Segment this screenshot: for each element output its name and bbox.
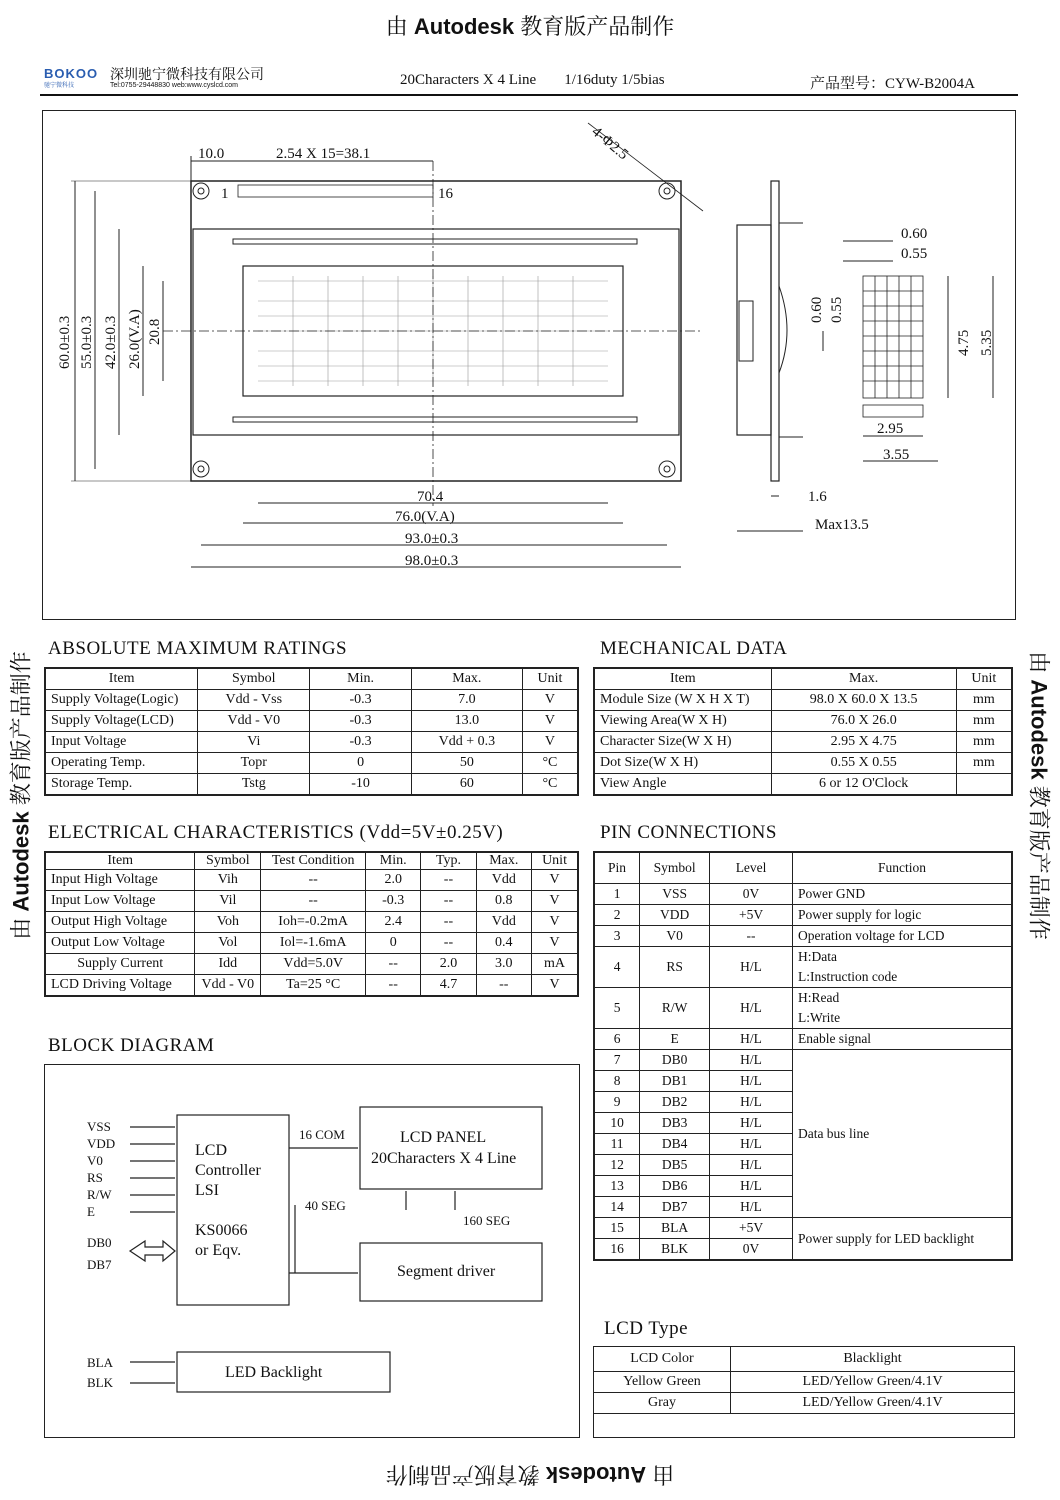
cell: -0.3 [310,732,412,753]
pin-symbol: V0 [640,926,710,947]
table-row [594,1050,1012,1071]
pin-level: H/L [710,1155,793,1176]
pins-header: Level [710,852,793,884]
mechanical-drawing [42,110,1016,620]
cell: Output High Voltage [45,912,195,933]
cell: V [522,690,578,711]
cell: Vi [198,732,310,753]
cell: -- [476,975,531,997]
cell: 0.4 [476,933,531,954]
pin-level: H/L [710,1050,793,1071]
cell: 7.0 [411,690,522,711]
dim-55: 55.0±0.3 [79,315,95,369]
pin-function-backlight: Power supply for LED backlight [792,1218,1012,1261]
pin-symbol: R/W [640,988,710,1029]
cell: mm [956,732,1012,753]
cell: -0.3 [366,891,421,912]
block-input-db0: DB0 [87,1235,112,1250]
cell: 13.0 [411,711,522,732]
block-seg40-label: 40 SEG [305,1198,346,1213]
abs-max-header: Max. [411,668,522,690]
cell: -- [421,912,476,933]
pin-function: H:Read L:Write [792,988,1012,1029]
cell: °C [522,753,578,774]
table-row [45,732,578,753]
lcd-type-table [594,1347,1014,1414]
dim-pitch: 2.54 X 15=38.1 [276,146,371,162]
mech-header: Max. [771,668,956,690]
block-diagram [44,1064,580,1438]
cell: 4.7 [421,975,476,997]
cell: Module Size (W X H X T) [594,690,771,711]
pin-number: 3 [594,926,640,947]
cell: Tstg [198,774,310,796]
cell: Idd [195,954,261,975]
pin-level: H/L [710,988,793,1029]
pin-symbol: DB0 [640,1050,710,1071]
pin-function: Operation voltage for LCD [792,926,1012,947]
cell: 6 or 12 O'Clock [771,774,956,796]
pin-symbol: DB4 [640,1134,710,1155]
table-row [594,732,1012,753]
dim-3-55: 3.55 [883,447,910,463]
table-row [594,753,1012,774]
dim-76: 76.0(V.A) [395,509,455,525]
cell: 76.0 X 26.0 [771,711,956,732]
cell: Vil [195,891,261,912]
block-svg [45,1065,579,1437]
cell: Vdd - V0 [195,975,261,997]
cell: Dot Size(W X H) [594,753,771,774]
pin-level: 0V [710,884,793,905]
dim-5-35: 5.35 [979,329,995,356]
table-row [594,774,1012,796]
cell: Vdd [476,870,531,891]
lcd-type-header: Blacklight [731,1347,1015,1372]
lcd-type-box [593,1346,1015,1438]
table-row [594,1372,1014,1393]
pin-symbol: DB3 [640,1113,710,1134]
cell: Vdd + 0.3 [411,732,522,753]
block-input-rw: R/W [87,1187,112,1202]
pin-symbol: DB6 [640,1176,710,1197]
cell: -0.3 [310,690,412,711]
dim-93: 93.0±0.3 [405,531,459,547]
cell: Storage Temp. [45,774,198,796]
block-input-vss: VSS [87,1119,111,1134]
pin-symbol: DB5 [640,1155,710,1176]
pin-symbol: VSS [640,884,710,905]
cell: Supply Voltage(LCD) [45,711,198,732]
cell: 0 [310,753,412,774]
cell: Character Size(W X H) [594,732,771,753]
pin-level: +5V [710,1218,793,1239]
cell [956,774,1012,796]
controller-line-6: or Eqv. [195,1242,242,1259]
dim-60: 60.0±0.3 [57,315,73,369]
table-row [45,891,578,912]
dim-20-8: 20.8 [147,318,163,345]
cell: View Angle [594,774,771,796]
pin-level: H/L [710,947,793,988]
abs-max-header: Item [45,668,198,690]
cell: Iol=-1.6mA [261,933,366,954]
elec-header: Unit [532,852,578,870]
spec-summary [400,72,693,89]
table-row [45,690,578,711]
cell: mm [956,690,1012,711]
pins-header: Symbol [640,852,710,884]
mech-table [593,667,1013,796]
table-row [594,988,1012,1029]
pin-symbol: DB1 [640,1071,710,1092]
cell: Supply Voltage(Logic) [45,690,198,711]
pin-number: 16 [594,1239,640,1261]
cell: Voh [195,912,261,933]
dim-0-60-h: 0.60 [901,226,928,242]
company-name: 深圳驰宁微科技有限公司 [110,67,264,83]
lcd-type-header: LCD Color [594,1347,731,1372]
pin-function: Power GND [792,884,1012,905]
table-row [594,947,1012,988]
cell: mm [956,753,1012,774]
header-divider [40,94,1018,96]
cell: -- [421,870,476,891]
drawing-svg [43,111,1015,619]
cell: V [532,975,578,997]
panel-line-2: 20Characters X 4 Line [371,1150,517,1167]
table-row [45,774,578,796]
table-row [45,975,578,997]
pin-number: 6 [594,1029,640,1050]
cell: 2.95 X 4.75 [771,732,956,753]
dim-holes: 4-Φ2.5 [588,123,632,164]
cell: V [522,711,578,732]
elec-header: Symbol [195,852,261,870]
cell: V [532,870,578,891]
elec-header: Min. [366,852,421,870]
table-row [594,884,1012,905]
pin-number: 1 [594,884,640,905]
cell: Vdd - V0 [198,711,310,732]
cell: -- [366,954,421,975]
pin-number: 11 [594,1134,640,1155]
elec-header: Typ. [421,852,476,870]
elec-header: Max. [476,852,531,870]
pin-function-data-bus: Data bus line [792,1050,1012,1218]
cell: Vdd=5.0V [261,954,366,975]
pins-title: PIN CONNECTIONS [600,822,777,843]
block-com-label: 16 COM [299,1127,345,1142]
cell: 2.0 [421,954,476,975]
abs-max-header: Symbol [198,668,310,690]
pin-number: 14 [594,1197,640,1218]
cell: Gray [594,1393,731,1414]
cell: V [532,933,578,954]
cell: °C [522,774,578,796]
table-row [594,1393,1014,1414]
cell: Input High Voltage [45,870,195,891]
pin-symbol: DB2 [640,1092,710,1113]
model-number: 产品型号：CYW-B2004A [810,76,976,92]
cell: Supply Current [45,954,195,975]
cell: Vol [195,933,261,954]
abs-max-title: ABSOLUTE MAXIMUM RATINGS [48,638,348,659]
dim-2-95: 2.95 [877,421,904,437]
table-row [45,954,578,975]
pins-table [593,851,1013,1261]
cell: V [522,732,578,753]
table-row [594,926,1012,947]
cell: LED/Yellow Green/4.1V [731,1393,1015,1414]
block-input-blk: BLK [87,1375,113,1390]
cell: -10 [310,774,412,796]
block-input-e: E [87,1204,95,1219]
pin-level: H/L [710,1029,793,1050]
table-row [594,1218,1012,1239]
block-input-bla: BLA [87,1355,113,1370]
pin-symbol: E [640,1029,710,1050]
pin-symbol: BLA [640,1218,710,1239]
watermark-top: 由 Autodesk 教育版产品制作 [385,14,675,39]
table-row [45,711,578,732]
dim-4-75: 4.75 [956,329,972,356]
pin-1-label: 1 [221,186,229,202]
segment-driver-label: Segment driver [397,1263,496,1280]
cell: 3.0 [476,954,531,975]
block-seg160-label: 160 SEG [463,1213,511,1228]
company-contact: Tel:0755-29448830 web:www.cyslcd.com [110,82,239,89]
company-logo: BOKOO [44,66,99,81]
abs-max-header: Unit [522,668,578,690]
cell: Yellow Green [594,1372,731,1393]
mech-header: Item [594,668,771,690]
elec-table [44,851,579,997]
dim-max: Max13.5 [815,517,869,533]
elec-header: Test Condition [261,852,366,870]
table-row [45,870,578,891]
table-row [45,933,578,954]
pins-header: Pin [594,852,640,884]
pin-level: H/L [710,1176,793,1197]
pin-function: Power supply for logic [792,905,1012,926]
dim-26: 26.0(V.A) [127,309,143,369]
cell: Output Low Voltage [45,933,195,954]
pin-level: -- [710,926,793,947]
block-input-vdd: VDD [87,1136,116,1151]
mech-title: MECHANICAL DATA [600,638,788,659]
controller-line-2: Controller [195,1162,261,1179]
cell: 60 [411,774,522,796]
table-row [594,711,1012,732]
dim-42: 42.0±0.3 [103,315,119,369]
dim-0-60-v: 0.60 [809,296,825,323]
pin-level: H/L [710,1197,793,1218]
pin-function: H:Data L:Instruction code [792,947,1012,988]
cell: LED/Yellow Green/4.1V [731,1372,1015,1393]
watermark-left: 由 Autodesk 教育版产品制作 [8,651,34,940]
cell: -- [366,975,421,997]
cell: -- [421,891,476,912]
table-row [45,912,578,933]
cell: Ta=25 °C [261,975,366,997]
cell: Topr [198,753,310,774]
table-row [45,753,578,774]
cell: Vdd [476,912,531,933]
cell: Viewing Area(W X H) [594,711,771,732]
pin-16-label: 16 [438,186,453,202]
watermark-bottom: 由 Autodesk 教育版产品制作 [385,1462,675,1487]
abs-max-header: Min. [310,668,412,690]
cell: Input Voltage [45,732,198,753]
cell: Ioh=-0.2mA [261,912,366,933]
cell: 0.55 X 0.55 [771,753,956,774]
pin-level: H/L [710,1071,793,1092]
block-title: BLOCK DIAGRAM [48,1035,215,1056]
pin-number: 2 [594,905,640,926]
pin-function: Enable signal [792,1029,1012,1050]
pin-number: 8 [594,1071,640,1092]
abs-max-table [44,667,579,796]
cell: -- [261,870,366,891]
cell: Input Low Voltage [45,891,195,912]
pin-level: H/L [710,1134,793,1155]
cell: Operating Temp. [45,753,198,774]
mech-header: Unit [956,668,1012,690]
cell: -0.3 [310,711,412,732]
cell: 2.0 [366,870,421,891]
spec-duty: 1/16duty 1/5bias [564,72,665,88]
pin-number: 9 [594,1092,640,1113]
cell: 0 [366,933,421,954]
cell: V [532,912,578,933]
pin-number: 5 [594,988,640,1029]
pins-header: Function [792,852,1012,884]
elec-header: Item [45,852,195,870]
cell: Vdd - Vss [198,690,310,711]
pin-level: H/L [710,1092,793,1113]
cell: V [532,891,578,912]
block-input-v0: V0 [87,1153,103,1168]
lcd-type-title: LCD Type [604,1318,689,1339]
cell: -- [421,933,476,954]
pin-number: 10 [594,1113,640,1134]
pin-symbol: VDD [640,905,710,926]
dim-0-55-h: 0.55 [901,246,928,262]
panel-line-1: LCD PANEL [400,1129,487,1146]
table-row [594,690,1012,711]
block-input-rs: RS [87,1170,103,1185]
cell: mA [532,954,578,975]
pin-symbol: RS [640,947,710,988]
elec-title: ELECTRICAL CHARACTERISTICS (Vdd=5V±0.25V) [48,822,504,843]
pin-level: 0V [710,1239,793,1261]
dim-0-55-v: 0.55 [829,296,845,323]
company-logo-sub: 驰宁微科技 [44,83,75,89]
cell: 0.8 [476,891,531,912]
pin-symbol: DB7 [640,1197,710,1218]
cell: mm [956,711,1012,732]
cell: 98.0 X 60.0 X 13.5 [771,690,956,711]
cell: LCD Driving Voltage [45,975,195,997]
pin-number: 12 [594,1155,640,1176]
pin-symbol: BLK [640,1239,710,1261]
pin-number: 4 [594,947,640,988]
pin-level: H/L [710,1113,793,1134]
cell: 50 [411,753,522,774]
controller-line-5: KS0066 [195,1222,248,1239]
table-row [594,905,1012,926]
cell: -- [261,891,366,912]
table-row [594,1029,1012,1050]
pin-number: 7 [594,1050,640,1071]
controller-line-1: LCD [195,1142,227,1159]
dim-98: 98.0±0.3 [405,553,459,569]
controller-line-3: LSI [195,1182,219,1199]
dim-10: 10.0 [198,146,225,162]
watermark-right: 由 Autodesk 教育版产品制作 [1026,651,1052,940]
pin-number: 13 [594,1176,640,1197]
spec-chars: 20Characters X 4 Line [400,72,537,88]
cell: Vih [195,870,261,891]
cell: 2.4 [366,912,421,933]
dim-70-4: 70.4 [417,489,444,505]
dim-1-6: 1.6 [808,489,827,505]
block-input-db7: DB7 [87,1257,112,1272]
pin-level: +5V [710,905,793,926]
pin-number: 15 [594,1218,640,1239]
backlight-label: LED Backlight [225,1364,323,1381]
